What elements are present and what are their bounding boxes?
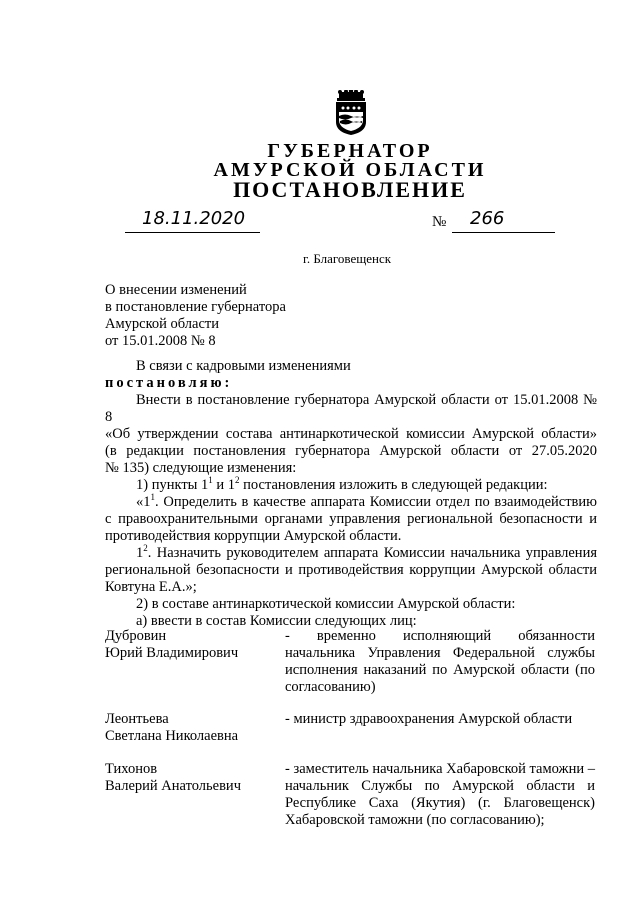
member-position: - временно исполняющий обязанности начальника Управления Федеральной службы исполнения наказаний по Амурской области (по согласованию): [285, 628, 595, 695]
member-given-names: Светлана Николаевна: [105, 728, 239, 744]
intro-paragraph: В связи с кадровыми изменениями: [136, 358, 351, 374]
subject-block: [105, 282, 365, 350]
member-name: [105, 761, 275, 795]
paragraph-1-line: «Об утверждении состава антинаркотической комиссии Амурской области»: [105, 426, 597, 442]
header-decree-title: ПОСТАНОВЛЕНИЕ: [233, 177, 467, 202]
decree-word: постановляю:: [105, 375, 233, 391]
header-region: АМУРСКОЙ ОБЛАСТИ: [213, 159, 487, 181]
paragraph-4-line: $1^2$. Назначить руководителем аппарата Комиссии начальника управления: [136, 543, 597, 561]
subject-line: в постановление губернатора: [105, 299, 286, 315]
paragraph-2: 1) пункты $1^1$ и $1^2$ постановления изложить в следующей редакции:: [136, 475, 548, 493]
number-label: №: [432, 214, 447, 230]
member-given-names: Юрий Владимирович: [105, 645, 239, 661]
paragraph-5: 2) в составе антинаркотической комиссии Амурской области:: [136, 596, 516, 612]
paragraph-3-line: противодействия коррупции Амурской области.: [105, 528, 402, 544]
member-position: - заместитель начальника Хабаровской таможни – начальник Службы по Амурской области и Республике Саха (Якутия) (г. Благовещенск) Хабаровской таможни (по согласованию);: [285, 761, 595, 828]
document-body: [105, 358, 597, 630]
city: г. Благовещенск: [303, 251, 392, 266]
paragraph-1-line: (в редакции постановления губернатора Амурской области от 27.05.2020: [105, 443, 597, 459]
date-handwritten: 18.11.2020: [142, 208, 246, 229]
paragraph-4-line: региональной безопасности и противодействия коррупции Амурской области: [105, 562, 597, 578]
subject-line: О внесении изменений: [105, 282, 247, 298]
subject-line: от 15.01.2008 № 8: [105, 333, 216, 349]
header-governor: ГУБЕРНАТОР: [267, 140, 433, 162]
paragraph-3-line: «$1^1$. Определить в качестве аппарата Комиссии отдел по взаимодействию: [136, 492, 597, 510]
paragraph-1-line: № 135) следующие изменения:: [105, 460, 297, 476]
member-position: - министр здравоохранения Амурской области: [285, 711, 573, 727]
paragraph-4-line: Ковтуна Е.А.»;: [105, 579, 197, 595]
member-name: [105, 711, 275, 745]
subject-line: Амурской области: [105, 316, 219, 332]
member-surname: Тихонов: [105, 761, 158, 777]
coat-of-arms-emblem: [330, 90, 372, 136]
paragraph-6: а) ввести в состав Комиссии следующих лиц:: [136, 613, 417, 629]
number-handwritten: 266: [470, 208, 505, 229]
member-surname: Леонтьева: [105, 711, 169, 727]
paragraph-3-line: с правоохранительными органами управления региональной безопасности и: [105, 511, 597, 527]
member-name: [105, 628, 275, 662]
member-surname: Дубровин: [105, 628, 167, 644]
member-given-names: Валерий Анатольевич: [105, 778, 241, 794]
paragraph-1-line: Внести в постановление губернатора Амурской области от 15.01.2008 № 8: [105, 392, 597, 425]
